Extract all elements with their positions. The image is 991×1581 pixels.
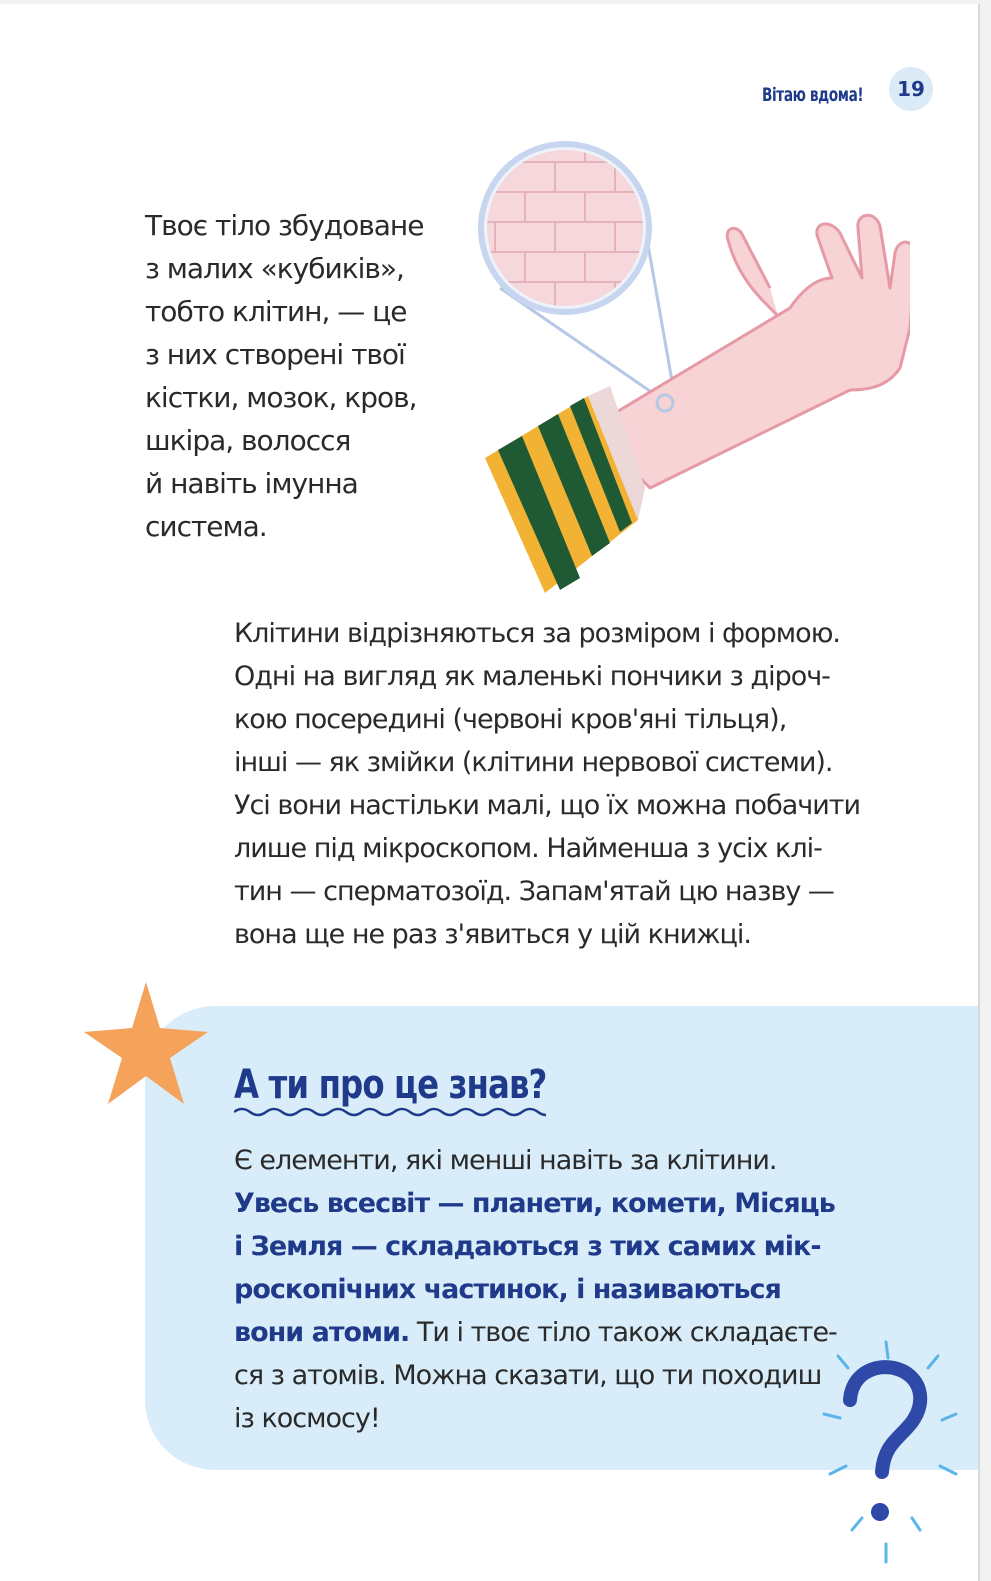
bold-text: вони атоми. (234, 1317, 410, 1348)
intro-text (145, 204, 435, 548)
intro-line: з них створені твої (145, 338, 405, 371)
wavy-underline (234, 1106, 546, 1118)
intro-line: шкіра, волосся (145, 424, 351, 457)
main-paragraph (234, 612, 864, 956)
paragraph-line: Одні на вигляд як маленькі пончики з діроч- (234, 661, 830, 692)
hand-illustration (470, 128, 910, 608)
intro-line: кістки, мозок, кров, (145, 381, 417, 414)
paragraph-line: вона ще не раз з'явиться у цій книжці. (234, 919, 751, 950)
star-icon (82, 980, 210, 1108)
intro-line: система. (145, 510, 267, 543)
paragraph-line: Клітини відрізняються за розміром і формою. (234, 618, 841, 649)
running-head: Вітаю вдома! (762, 84, 864, 106)
box-line: Є елементи, які менші навіть за клітини. (234, 1145, 777, 1176)
book-page (0, 4, 980, 1581)
box-line-bold (234, 1188, 835, 1219)
paragraph-line: лише під мікроскопом. Найменша з усіх клі- (234, 833, 822, 864)
box-text (234, 1139, 854, 1440)
question-mark-icon (816, 1334, 966, 1574)
paragraph-line: тин — сперматозоїд. Запам'ятай цю назву — (234, 876, 834, 907)
box-line: із космосу! (234, 1403, 380, 1434)
box-heading: А ти про це знав? (234, 1062, 547, 1108)
box-line-bold (234, 1274, 781, 1305)
bold-text: роскопічних частинок, і називаються (234, 1274, 781, 1305)
intro-line: й навіть імунна (145, 467, 358, 500)
intro-line: Твоє тіло збудоване (145, 209, 424, 242)
intro-line: тобто клітин, — це (145, 295, 407, 328)
regular-text: Ти і твоє тіло також складаєте- (409, 1317, 837, 1348)
box-line: ся з атомів. Можна сказати, що ти походиш (234, 1360, 822, 1391)
intro-line: з малих «кубиків», (145, 252, 404, 285)
page-number: 19 (889, 67, 933, 111)
box-line-bold (234, 1231, 821, 1262)
bold-text: Увесь всесвіт — планети, комети, Місяць (234, 1188, 835, 1219)
box-line-mixed (234, 1317, 837, 1348)
paragraph-line: Усі вони настільки малі, що їх можна побачити (234, 790, 861, 821)
paragraph-line: кою посередині (червоні кров'яні тільця), (234, 704, 787, 735)
paragraph-line: інші — як змійки (клітини нервової системи). (234, 747, 833, 778)
bold-text: і Земля — складаються з тих самих мік- (234, 1231, 821, 1262)
